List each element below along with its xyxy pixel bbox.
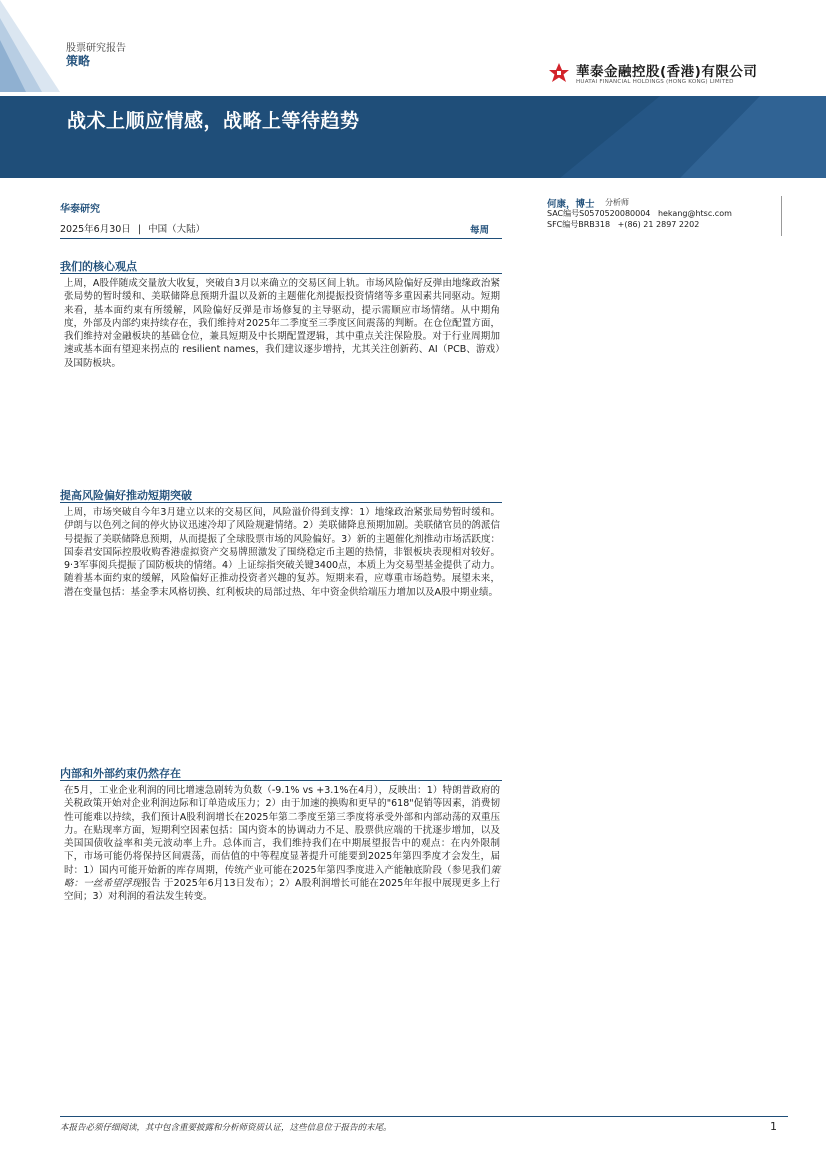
date-region-line (60, 221, 205, 235)
analyst-role: 分析师 (605, 198, 629, 207)
category-label: 策略 (66, 54, 91, 68)
separator: | (137, 224, 142, 235)
header-divider (60, 238, 502, 239)
company-logo (548, 60, 788, 88)
title-banner (0, 96, 826, 178)
company-name-en: HUATAI FINANCIAL HOLDINGS (HONG KONG) LIMITED (576, 79, 734, 85)
section-core-view (60, 273, 502, 370)
analyst-sfc: SFC编号BRB318 (547, 220, 611, 229)
report-date: 2025年6月30日 (60, 224, 131, 235)
analyst-name: 何康，博士 (547, 199, 595, 210)
section-constraints (60, 780, 502, 904)
section-title-core-view: 我们的核心观点 (60, 260, 137, 273)
research-label: 华泰研究 (60, 204, 100, 215)
section-body-risk-appetite: 上周，市场突破自今年3月建立以来的交易区间，风险溢价得到支撑：1）地缘政治紧张局势暂时缓和。伊朗与以色列之间的停火协议迅速冷却了风险规避情绪。2）美联储降息预期加剧。美联储官员的鸽派信号提振了美联储降息预期，从而提振了全球股票市场的风险偏好。3）新的主题催化剂推动市场活跃度：国泰君安国际控股收购香港虚拟资产交易牌照激发了围绕稳定币主题的热情，非银板块表现相对较好。9·3军事阅兵提振了国防板块的情绪。4）上证综指突破关键3400点，本质上为交易型基金提供了动力。随着基本面约束的缓解，风险偏好正推动投资者兴趣的复苏。短期来看，应尊重市场趋势。展望未来，潜在变量包括：基金季末风格切换、红利板块的局部过热、年中资金供给端压力增加以及A股中期业绩。 (64, 507, 500, 598)
report-type-label: 股票研究报告 (66, 43, 126, 54)
section-title-constraints: 内部和外部约束仍然存在 (60, 767, 181, 780)
frequency-label: 每周 (470, 225, 490, 236)
huatai-logo-icon (548, 62, 570, 84)
corner-decoration (0, 0, 60, 92)
constraints-text: 在5月，工业企业利润的同比增速急剧转为负数（-9.1% vs +3.1%在4月），反映出：1）特朗普政府的关税政策开始对企业利润边际和订单造成压力；2）由于加速的换购和更早的"618"促销等因素，消费韧性可能难以持续，我们预计A股利润增长在2025年第二季度至第三季度将承受外部和内部动荡的双重压力。在贴现率方面，短期利空因素包括：国内资本的协调动力不足、股票供应端的干扰逐步增加，以及美国国债收益率和美元波动率上升。总体而言，我们维持我们在中期展望报告中的观点：在内外限制下，市场可能仍将保持区间震荡，而估值的中等程度显著提升可能要到2025年第四季度才会发生，届时：1）国内可能开始新的库存周期，传统产业可能在2025年第四季度进入产能触底阶段（参见我们 (64, 785, 500, 876)
analyst-sac-line (547, 208, 732, 219)
page-number: 1 (770, 1120, 777, 1133)
analyst-sac: SAC编号S0570520080004 (547, 209, 651, 218)
analyst-sfc-line (547, 219, 699, 230)
footer-divider (60, 1116, 788, 1117)
analyst-phone: +(86) 21 2897 2202 (617, 220, 700, 229)
company-name-cn: 華泰金融控股(香港)有限公司 (576, 64, 758, 80)
section-body-core-view: 上周，A股伴随成交量放大收复，突破自3月以来确立的交易区间上轨。市场风险偏好反弹由地缘政治紧张局势的暂时缓和、美联储降息预期升温以及新的主题催化剂提振投资情绪等多重因素共同驱动。短期来看，基本面约束有所缓解，风险偏好反弹是市场修复的主导驱动，提示需顺应市场情绪。从中期角度，外部及内部约束持续存在，我们维持对2025年二季度至三季度区间震荡的判断。在仓位配置方面，我们维持对金融板块的基础仓位，兼具短期及中长期配置逻辑，其中重点关注保险股。对于行业周期加速或基本面有望迎来拐点的 resilient names，我们建议逐步增持，尤其关注创新药、AI（PCB、游戏）及国防板块。 (64, 278, 500, 369)
analyst-divider (781, 196, 782, 236)
section-risk-appetite (60, 502, 502, 599)
section-body-constraints (60, 781, 500, 904)
footer-disclaimer: 本报告必须仔细阅读，其中包含重要披露和分析师资质认证，这些信息位于报告的末尾。 (60, 1123, 392, 1133)
constraints-ref-rest: 报告 于2025年6月13日发布）；2）A股利润增长可能在2025年年报中展现更多上行空间；3）对利润的看法发生转变。 (64, 878, 500, 903)
report-title: 战术上顺应情感，战略上等待趋势 (67, 110, 360, 132)
section-title-risk-appetite: 提高风险偏好推动短期突破 (60, 489, 192, 502)
report-region: 中国（大陆） (148, 224, 206, 235)
constraints-ref-title[interactable]: 策略：一丝希望浮现 (64, 864, 500, 890)
analyst-email[interactable]: hekang@htsc.com (657, 209, 732, 218)
